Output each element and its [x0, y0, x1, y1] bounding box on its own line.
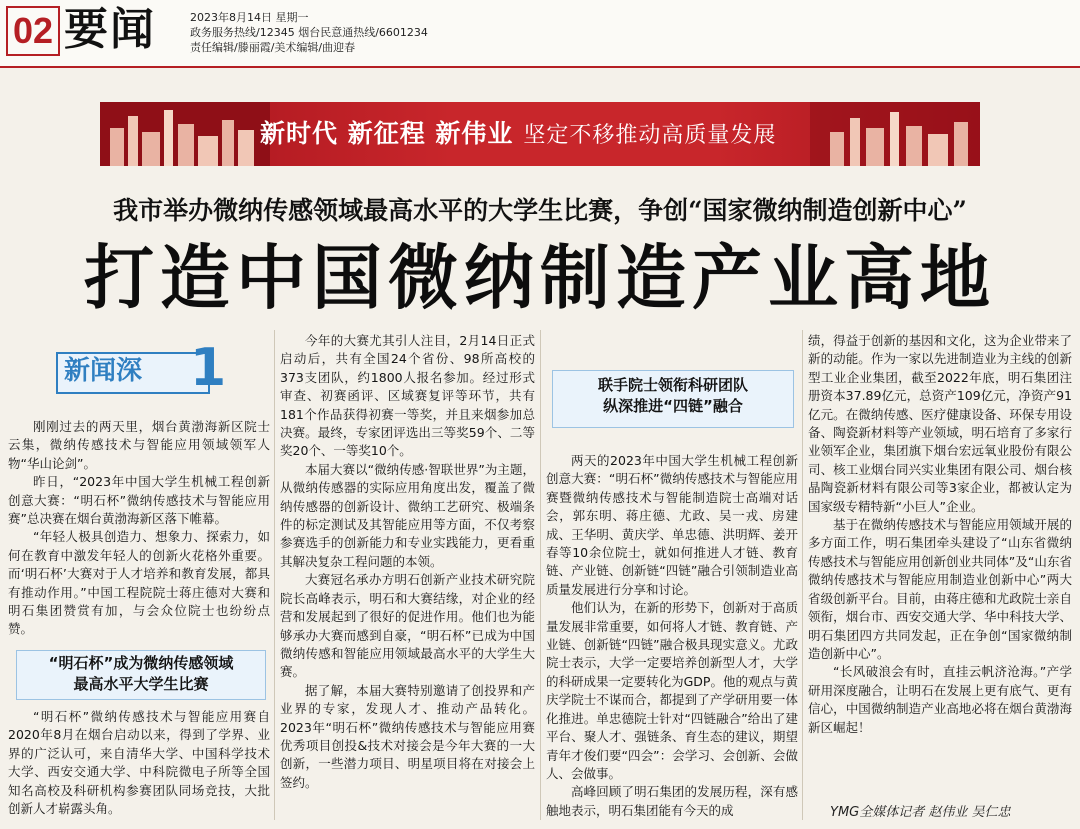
paragraph: 高峰回顾了明石集团的发展历程，深有感触地表示，明石集团能有今天的成	[546, 784, 798, 818]
paragraph: 今年的大赛尤其引人注目，2月14日正式启动后，共有全国24个省份、98所高校的373支团队，约1800人报名参加。经过形式审查、初赛函评、区域赛复评等环节，共有181个作品获得初赛一等奖，并且来烟参加总决赛。最终，专家团评选出三等奖59个、二等奖20个、一等奖10个。	[280, 333, 535, 459]
badge-label: 新闻深	[64, 356, 143, 386]
subhead-mingshi-cup	[16, 650, 266, 700]
skyline-right-graphic	[810, 102, 980, 166]
subhead-line: 纵深推进“四链”融合	[603, 397, 743, 415]
banner-text	[260, 114, 776, 156]
page-number: 02	[6, 6, 60, 56]
hotlines: 政务服务热线/12345 烟台民意通热线/6601234	[190, 26, 428, 39]
paragraph: “年轻人极具创造力、想象力、探索力，如何在教育中激发年轻人的创新火花格外重要。而‘明石杯’大赛对于人才培养和教育发展，都具有推动作用。”中国工程院院士蒋庄德对大赛和明石集团赞赏有加，与会众位院士也纷纷点赞。	[8, 529, 270, 637]
subhead-line: “明石杯”成为微纳传感领域	[48, 654, 234, 672]
subhead-academicians	[552, 370, 794, 428]
paragraph: 他们认为，在新的形势下，创新对于高质量发展非常重要，如何将人才链、教育链、产业链、创新链“四链”融合极具现实意义。尤政院士表示，大学一定要培养创新型人才，大学的科研成果一定要转化为GDP。他的观点与黄庆学院士不谋而合，都提到了产学研用要一体化推进。单忠德院士针对“四链融合”给出了建平台、聚人才、强链条、育生态的建议，期望青年才俊们要“四会”：会学习、会创新、会做人、会做事。	[546, 600, 798, 781]
paragraph: 两天的2023年中国大学生机械工程创新创意大赛：“明石杯”微纳传感技术与智能应用赛暨微纳传感技术与智能制造院士高端对话会，郭东明、蒋庄德、尤政、吴一戎、房建成、王华明、黄庆学、单忠德、洪明辉、姜开春等10余位院士，就如何推进人才链、教育链、产业链、创新链“四链”融合引领制造业高质量发展进行分享和讨论。	[546, 453, 798, 597]
column-4	[808, 332, 1072, 737]
column-1	[8, 356, 270, 639]
column-3	[546, 452, 798, 820]
editors: 责任编辑/滕丽霞/美术编辑/曲迎春	[190, 41, 356, 54]
issue-date: 2023年8月14日 星期一	[190, 11, 309, 24]
column-divider	[274, 330, 275, 820]
paragraph: “明石杯”微纳传感技术与智能应用赛自2020年8月在烟台启动以来，得到了学界、业界的广泛认可，来自清华大学、中国科学技术大学、西安交通大学、中科院微电子所等全国知名高校及科研机构参赛团队同场竞技，大批创新人才崭露头角。	[8, 709, 270, 817]
byline: YMG全媒体记者 赵伟业 吴仁忠	[830, 805, 1011, 820]
masthead	[0, 0, 1080, 68]
banner-slogan: 坚定不移推动高质量发展	[523, 123, 777, 148]
paragraph: 昨日，“2023年中国大学生机械工程创新创意大赛：“明石杯”微纳传感技术与智能应用赛”总决赛在烟台黄渤海新区落下帷幕。	[8, 474, 270, 527]
column-divider	[802, 330, 803, 820]
subhead-line: 联手院士领衔科研团队	[597, 376, 748, 394]
article-headline: 打造中国微纳制造产业高地	[84, 237, 996, 319]
section-title: 要闻	[64, 4, 156, 55]
subhead-line: 最高水平大学生比赛	[73, 675, 209, 693]
paragraph: 大赛冠名承办方明石创新产业技术研究院院长高峰表示，明石和大赛结缘，对企业的经营和发展起到了很好的促进作用。他们也为能够承办大赛而感到自豪，“明石杯”已成为中国微纳传感和智能应用领域最高水平的大学生大赛。	[280, 572, 535, 680]
masthead-meta	[190, 10, 428, 55]
paragraph: 据了解，本届大赛特别邀请了创投界和产业界的专家，发现人才、推动产品转化。2023年“明石杯”微纳传感技术与智能应用赛优秀项目创投&技术对接会是今年大赛的一大创新，一些潜力项目、明星项目将在对接会上签约。	[280, 682, 535, 790]
column-2	[280, 332, 535, 792]
paragraph: 基于在微纳传感技术与智能应用领域开展的多方面工作，明石集团牵头建设了“山东省微纳传感技术与智能应用创新创业共同体”及“山东省微纳传感技术与智能应用制造业创新中心”两大省级创新平台。目前，由蒋庄德和尤政院士亲自领衔，烟台市、西安交通大学、华中科技大学、明石集团四方共同发起，正在争创“国家微纳制造创新中心”。	[808, 517, 1072, 661]
banner-headline: 新时代 新征程 新伟业	[260, 119, 514, 148]
column-1-lower	[8, 708, 270, 818]
paragraph: 绩，得益于创新的基因和文化，这为企业带来了新的动能。作为一家以先进制造业为主线的创新型工业企业集团，截至2022年底，明石集团注册资本37.89亿元，总资产109亿元，净资产91亿元。在微纳传感、医疗健康设备、环保专用设备、陶瓷新材料等产业领域，明石培育了多家行业领军企业，集团旗下烟台宏远氧业股份有限公司、核工业烟台同兴实业集团有限公司、烟台核晶陶瓷新材料有限公司等3家企业，都被认定为国家级专精特新“小巨人”企业。	[808, 333, 1072, 514]
paragraph: 刚刚过去的两天里，烟台黄渤海新区院士云集，微纳传感技术与智能应用领域领军人物“华山论剑”。	[8, 419, 270, 471]
skyline-left-graphic	[100, 102, 270, 166]
theme-banner	[100, 102, 980, 166]
badge-numeral: 1	[190, 338, 227, 398]
paragraph: “长风破浪会有时，直挂云帆济沧海。”产学研用深度融合，让明石在发展上更有底气、更有信心，中国微纳制造产业高地必将在烟台黄渤海新区崛起！	[808, 664, 1072, 735]
paragraph: 本届大赛以“微纳传感·智联世界”为主题，从微纳传感器的实际应用角度出发，覆盖了微纳传感器的创新设计、微纳工艺研究、极端条件的标定测试及其智能应用等方面，不仅考察参赛选手的创新能力和专业实践能力，更看重其解决复杂工程问题的本领。	[280, 461, 535, 569]
column-divider	[540, 330, 541, 820]
article-kicker: 我市举办微纳传感领域最高水平的大学生比赛，争创“国家微纳制造创新中心”	[113, 196, 967, 225]
